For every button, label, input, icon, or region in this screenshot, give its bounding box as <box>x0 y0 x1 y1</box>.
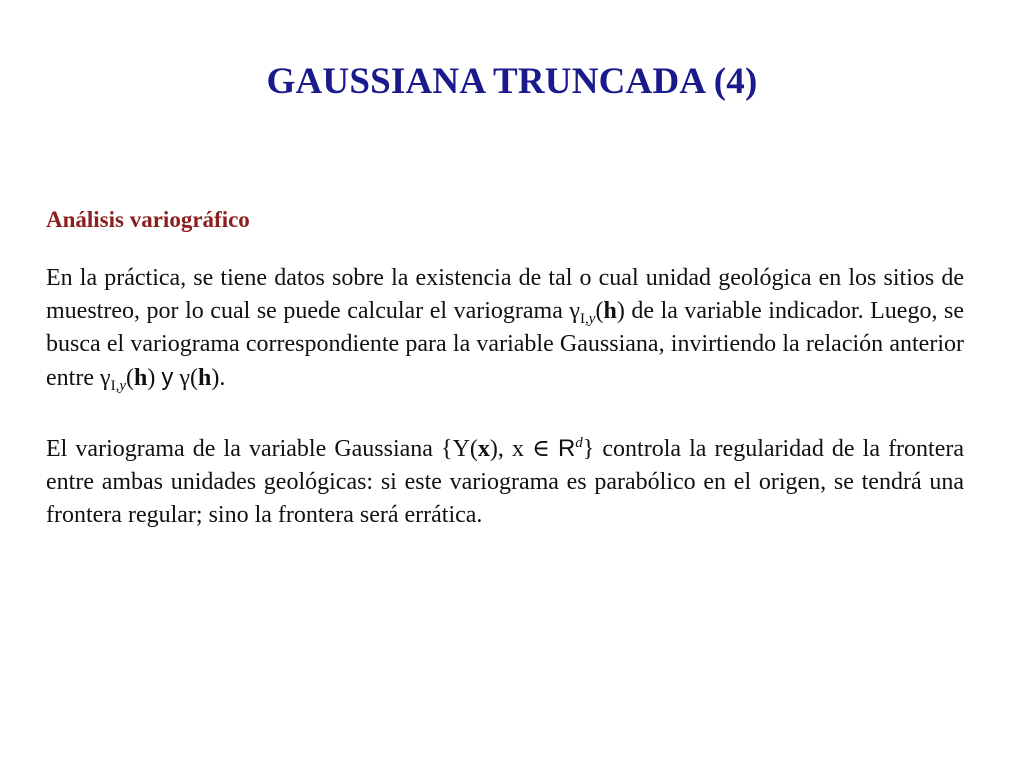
text-fragment: ) de la variable indicador. Luego, se busca el variograma correspondiente para la variable Gaussiana, invirtiendo la relación anterior entre <box>46 298 964 391</box>
h-vector: h <box>134 365 148 391</box>
dimension-superscript: d <box>575 435 583 451</box>
slide-title: GAUSSIANA TRUNCADA (4) <box>266 61 758 102</box>
text-fragment: En la práctica, se tiene datos sobre la existencia de tal o cual unidad geológica en los sitios de muestreo, por lo cual se puede calcular el variograma <box>46 265 964 324</box>
subscript: I,y <box>580 311 596 327</box>
y-conjunction: y <box>161 364 174 391</box>
h-vector: h <box>603 298 617 324</box>
x-vector: x <box>477 436 490 462</box>
text-fragment: } controla la regularidad de la frontera entre ambas unidades geológicas: si este variograma es parabólico en el origen, se tendrá una frontera regular; sino la frontera será errática. <box>46 436 965 528</box>
subscript: I,y <box>110 378 126 394</box>
h-vector: h <box>197 365 212 391</box>
gamma-symbol: γ <box>99 365 111 391</box>
section-subtitle: Análisis variográfico <box>46 207 250 232</box>
element-of-symbol: ∈ <box>532 436 550 462</box>
real-space-symbol: R <box>557 435 576 462</box>
gamma-symbol: γ <box>569 298 581 324</box>
text-fragment: El variograma de la variable Gaussiana {Y( <box>46 436 478 462</box>
paragraph-gaussian-variogram: El variograma de la variable Gaussiana {Y(x), x ∈ $R^d$} controla la regularidad de la frontera entre ambas unidades geológicas: si este variograma es parabólico en el origen, se tendrá una frontera regular; sino la frontera será errática. <box>46 435 965 528</box>
gamma-symbol: γ <box>179 365 190 391</box>
paragraph-indicator-variogram: En la práctica, se tiene datos sobre la existencia de tal o cual unidad geológica en los sitios de muestreo, por lo cual se puede calcular el variograma $\gamma_{I,y}(h)$ de la variable indicador. Luego, se busca el variograma correspondiente para la variable Gaussiana, invirtiendo la relación anterior entre $\gamma_{I,y}(h)$ y γ(h). <box>46 265 964 394</box>
